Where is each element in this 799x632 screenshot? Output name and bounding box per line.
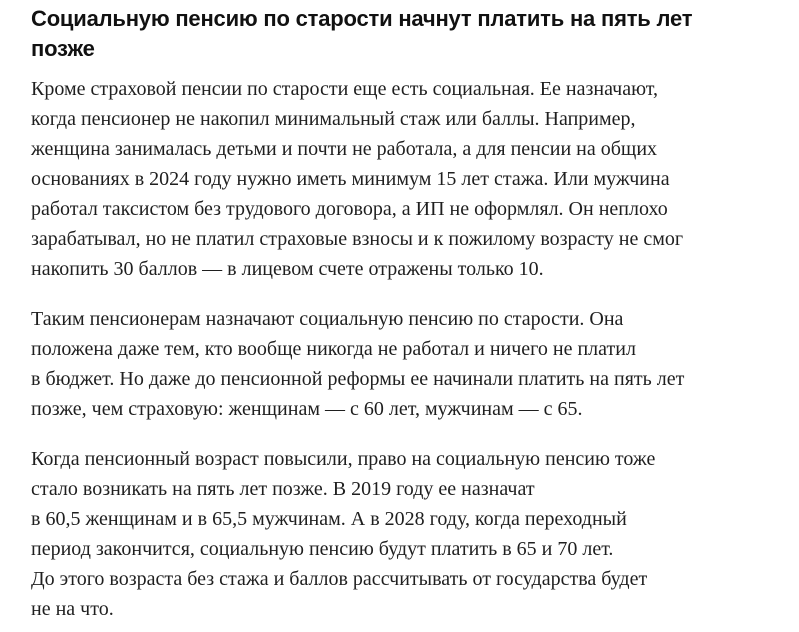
paragraph-social-pension-intro — [31, 74, 791, 284]
paragraph-line: зарабатывал, но не платил страховые взносы и к пожилому возрасту не смог — [31, 228, 684, 250]
paragraph-line: позже, чем страховую: женщинам — с 60 лет, мужчинам — с 65. — [31, 398, 583, 420]
paragraph-line: в 60,5 женщинам и в 65,5 мужчинам. А в 2028 году, когда переходный — [31, 508, 627, 530]
paragraph-line: положена даже тем, кто вообще никогда не работал и ничего не платил — [31, 338, 636, 360]
paragraph-line: основаниях в 2024 году нужно иметь минимум 15 лет стажа. Или мужчина — [31, 168, 670, 190]
paragraph-line: До этого возраста без стажа и баллов рассчитывать от государства будет — [31, 568, 648, 590]
paragraph-line: женщина занималась детьми и почти не работала, а для пенсии на общих — [31, 138, 658, 160]
paragraph-age-increase — [31, 444, 791, 624]
paragraph-line: когда пенсионер не накопил минимальный стаж или баллы. Например, — [31, 108, 636, 130]
paragraph-line: накопить 30 баллов — в лицевом счете отражены только 10. — [31, 258, 544, 280]
paragraph-line: стало возникать на пять лет позже. В 2019 году ее назначат — [31, 478, 535, 500]
article-heading — [31, 4, 791, 64]
paragraph-line: Когда пенсионный возраст повысили, право на социальную пенсию тоже — [31, 448, 656, 470]
heading-line: позже — [31, 36, 95, 61]
paragraph-line: период закончится, социальную пенсию будут платить в 65 и 70 лет. — [31, 538, 614, 560]
article — [31, 4, 791, 624]
paragraph-line: Кроме страховой пенсии по старости еще есть социальная. Ее назначают, — [31, 78, 658, 100]
paragraph-line: не на что. — [31, 598, 114, 620]
paragraph-eligibility — [31, 304, 791, 424]
paragraph-line: работал таксистом без трудового договора, а ИП не оформлял. Он неплохо — [31, 198, 668, 220]
heading-line: Социальную пенсию по старости начнут платить на пять лет — [31, 6, 693, 31]
paragraph-line: в бюджет. Но даже до пенсионной реформы ее начинали платить на пять лет — [31, 368, 685, 390]
paragraph-line: Таким пенсионерам назначают социальную пенсию по старости. Она — [31, 308, 624, 330]
